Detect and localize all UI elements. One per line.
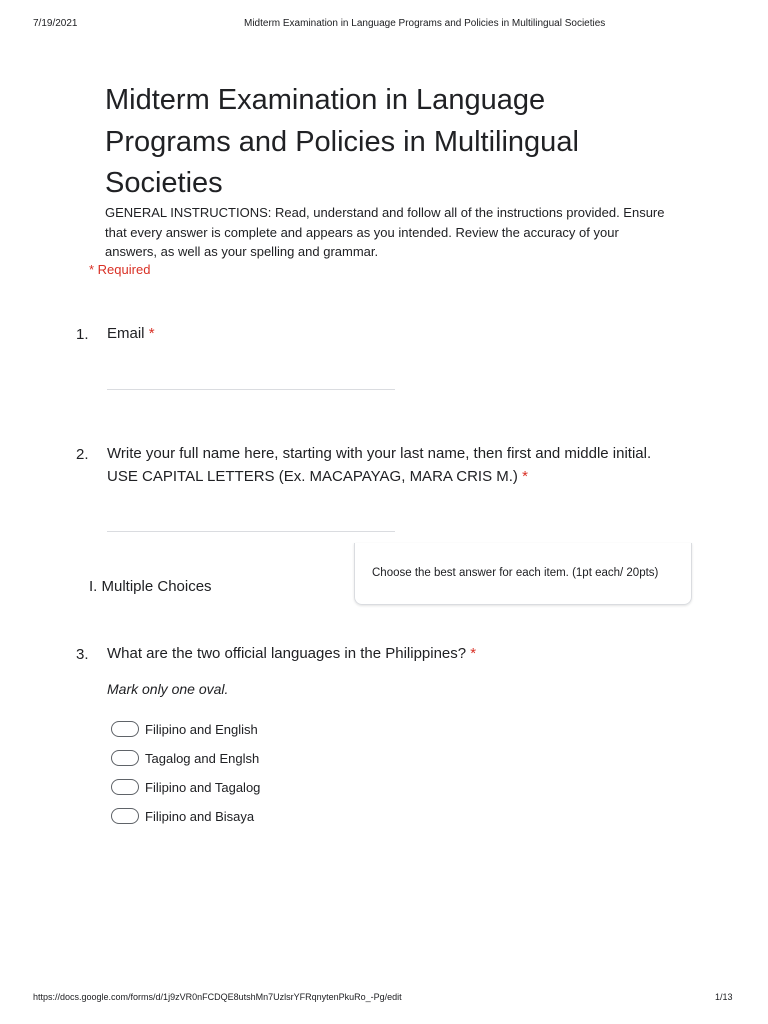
print-url: https://docs.google.com/forms/d/1j9zVR0nFCDQE8utshMn7UzlsrYFRqnytenPkuRo_-Pg/edit bbox=[33, 992, 402, 1002]
option-label: Filipino and English bbox=[145, 721, 258, 737]
form-instructions: GENERAL INSTRUCTIONS: Read, understand and follow all of the instructions provided. Ensure that every answer is complete and appears as you intended. Review the accuracy of your answers, as well as your spelling and grammar. bbox=[105, 205, 665, 259]
required-asterisk: * bbox=[148, 325, 155, 342]
required-asterisk: * bbox=[470, 645, 477, 662]
form-title-line: Programs and Policies in Multilingual bbox=[105, 125, 579, 158]
question-text: USE CAPITAL LETTERS (Ex. MACAPAYAG, MARA CRIS M.) bbox=[107, 468, 518, 485]
print-date: 7/19/2021 bbox=[33, 18, 78, 29]
option-filipino-bisaya[interactable] bbox=[111, 806, 254, 826]
option-filipino-tagalog[interactable] bbox=[111, 777, 260, 797]
option-tagalog-english[interactable] bbox=[111, 748, 259, 768]
full-name-answer-field[interactable] bbox=[107, 531, 395, 532]
question-number: 2. bbox=[76, 446, 89, 463]
radio-oval[interactable] bbox=[111, 779, 139, 795]
option-filipino-english[interactable] bbox=[111, 719, 258, 739]
radio-oval[interactable] bbox=[111, 721, 139, 737]
section-description: Choose the best answer for each item. (1pt each/ 20pts) bbox=[372, 567, 659, 579]
radio-oval[interactable] bbox=[111, 808, 139, 824]
option-label: Filipino and Tagalog bbox=[145, 779, 261, 795]
page-number: 1/13 bbox=[715, 992, 733, 1002]
question-text: Email bbox=[107, 325, 145, 342]
question-number: 1. bbox=[76, 326, 89, 343]
mark-hint: Mark only one oval. bbox=[107, 681, 229, 697]
form-title bbox=[105, 80, 665, 205]
question-text: Write your full name here, starting with your last name, then first and middle initial. bbox=[107, 445, 652, 462]
email-answer-field[interactable] bbox=[107, 389, 395, 390]
required-asterisk: * bbox=[522, 468, 528, 485]
option-label: Filipino and Bisaya bbox=[145, 808, 255, 824]
section-title: I. Multiple Choices bbox=[89, 578, 212, 595]
question-email bbox=[107, 322, 707, 345]
question-official-languages bbox=[107, 642, 707, 665]
required-note: * Required bbox=[89, 262, 151, 277]
section-description-box bbox=[354, 543, 692, 605]
question-full-name bbox=[107, 442, 707, 488]
question-number: 3. bbox=[76, 646, 89, 663]
radio-oval[interactable] bbox=[111, 750, 139, 766]
question-text: What are the two official languages in the Philippines? bbox=[107, 645, 467, 662]
form-title-line: Midterm Examination in Language bbox=[105, 84, 546, 116]
option-label: Tagalog and Englsh bbox=[145, 750, 260, 766]
print-header-title: Midterm Examination in Language Programs and Policies in Multilingual Societies bbox=[244, 18, 606, 29]
form-title-line: Societies bbox=[105, 167, 223, 199]
